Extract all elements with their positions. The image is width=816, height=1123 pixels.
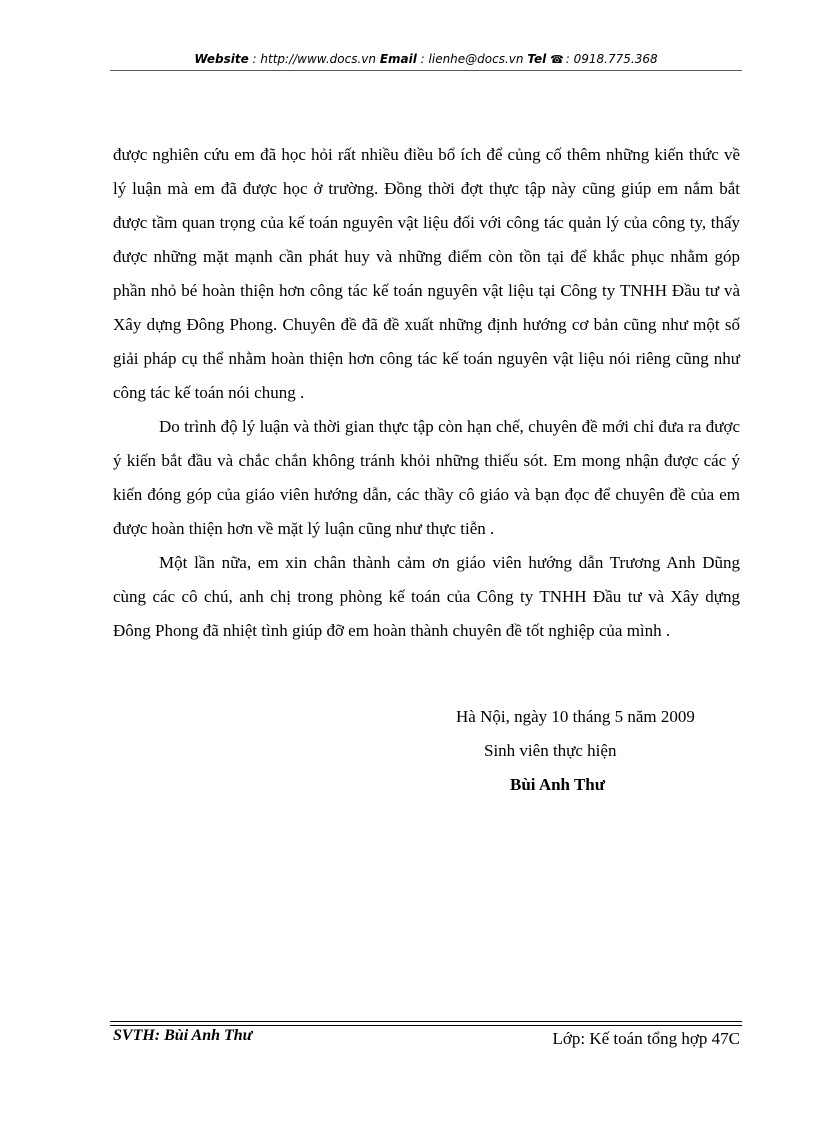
email-value: : lienhe@docs.vn (420, 52, 524, 66)
signer-role: Sinh viên thực hiện (484, 741, 617, 760)
phone-icon: ☎ (550, 53, 564, 66)
signature-block (456, 700, 695, 802)
place-date: Hà Nội, ngày 10 tháng 5 năm 2009 (456, 707, 695, 726)
website-value: : http://www.docs.vn (252, 52, 376, 66)
tel-label: Tel (527, 52, 547, 66)
signer-name: Bùi Anh Thư (510, 775, 605, 794)
footer-class: Lớp: Kế toán tổng hợp 47C (552, 1029, 740, 1048)
page-header (110, 50, 742, 69)
paragraph-2: Do trình độ lý luận và thời gian thực tập còn hạn chế, chuyên đề mới chỉ đưa ra được ý kiến bắt đầu và chắc chắn không tránh khỏi những thiếu sót. Em mong nhận được các ý kiến đóng góp của giáo viên hướng dẫn, các thầy cô giáo và bạn đọc để chuyên đề của em được hoàn thiện hơn về mặt lý luận cũng như thực tiễn . (113, 417, 740, 538)
website-label: Website (194, 52, 249, 66)
tel-value: : 0918.775.368 (565, 52, 658, 66)
footer-rule (110, 1021, 742, 1026)
paragraph-3: Một lần nữa, em xin chân thành cảm ơn giáo viên hướng dẫn Trương Anh Dũng cùng các cô chú, anh chị trong phòng kế toán của Công ty TNHH Đầu tư và Xây dựng Đông Phong đã nhiệt tình giúp đỡ em hoàn thành chuyên đề tốt nghiệp của mình . (113, 553, 740, 640)
footer-student: SVTH: Bùi Anh Thư (113, 1027, 253, 1044)
email-label: Email (379, 52, 417, 66)
paragraph-1: được nghiên cứu em đã học hỏi rất nhiều điều bổ ích để củng cố thêm những kiến thức về lý luận mà em đã được học ở trường. Đồng thời đợt thực tập này cũng giúp em nắm bắt được tầm quan trọng của kế toán nguyên vật liệu đối với công tác quản lý của công ty, thấy được những mặt mạnh cần phát huy và những điểm còn tồn tại để khắc phục nhằm góp phần nhỏ bé hoàn thiện hơn công tác kế toán nguyên vật liệu tại Công ty TNHH Đầu tư và Xây dựng Đông Phong. Chuyên đề đã đề xuất những định hướng cơ bản cũng như một số giải pháp cụ thể nhằm hoàn thiện hơn công tác kế toán nguyên vật liệu nói riêng cũng như công tác kế toán nói chung . (113, 145, 740, 402)
header-rule (110, 70, 742, 71)
body-text (113, 138, 740, 648)
